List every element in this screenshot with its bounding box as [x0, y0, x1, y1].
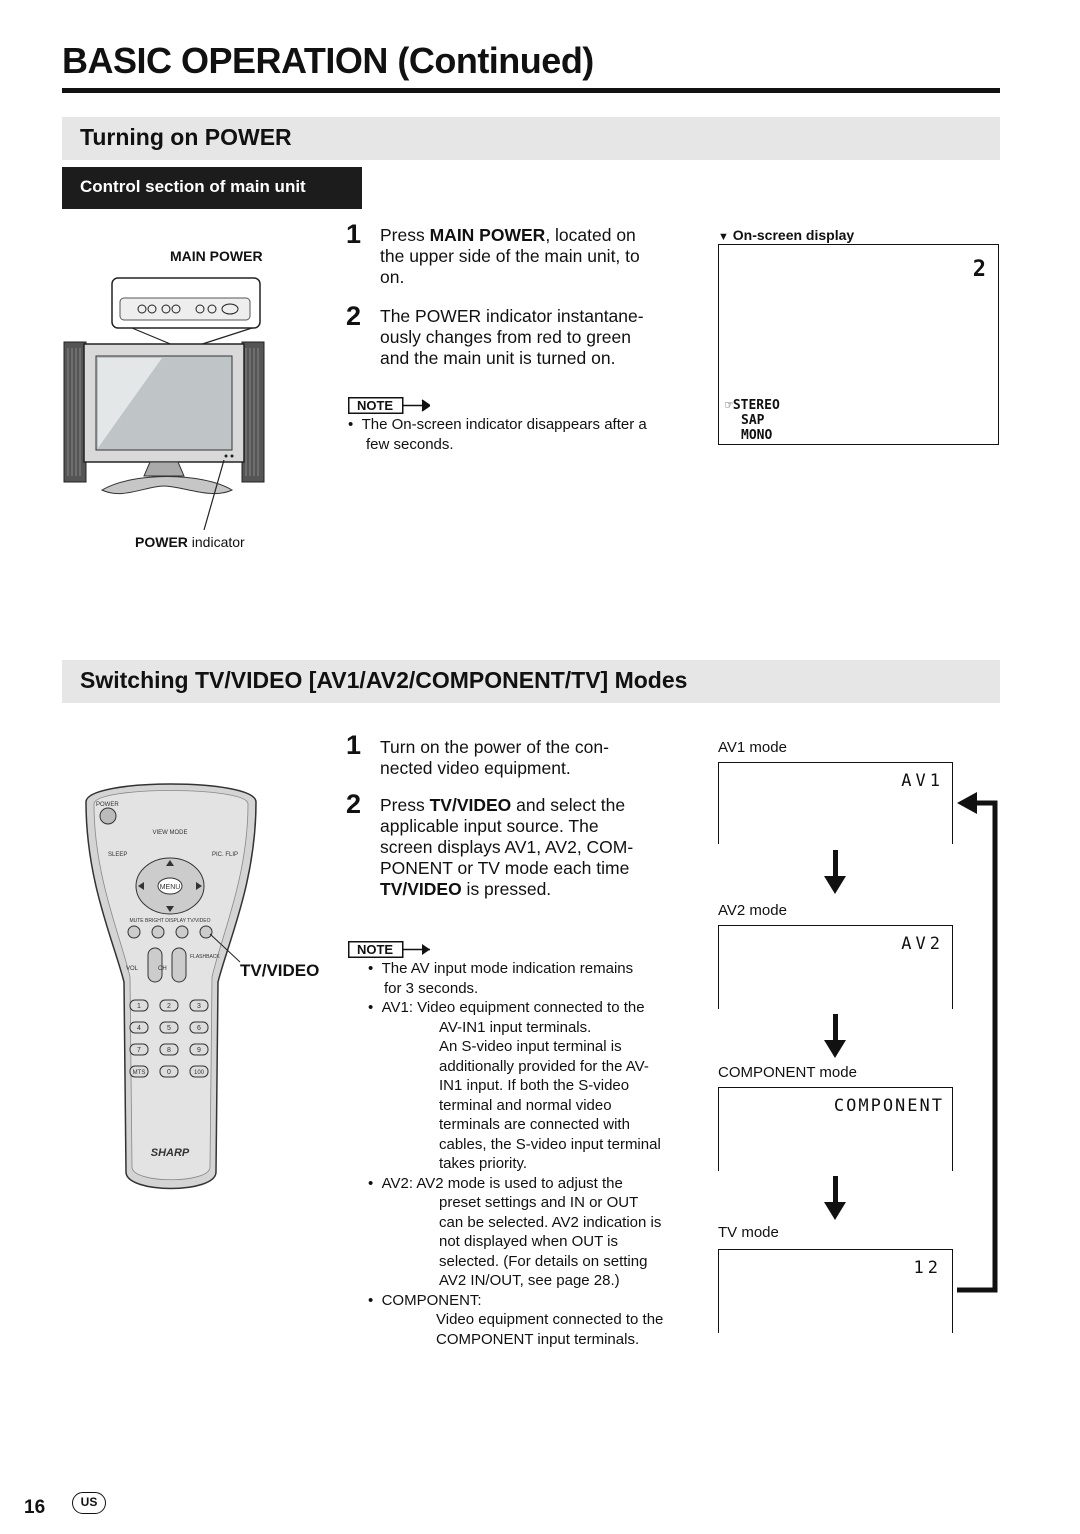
step-number: 2 — [346, 789, 362, 819]
note-badge — [348, 397, 430, 414]
mode-display-text: 12 — [913, 1258, 942, 1278]
svg-text:MTS: MTS — [132, 1070, 146, 1076]
note-badge — [348, 941, 430, 958]
svg-text:CH: CH — [158, 966, 167, 972]
mode-label-av1: AV1 mode — [718, 739, 787, 756]
note-text-modes: • The AV input mode indication remains for 3 seconds. • AV1: Video equipment connected to the AV-IN1 input terminals. An S-video input terminal is additionally provided for the AV- IN1 input. If both the S-video terminal and normal video terminals are connected with cables, the S-video input terminal takes priority. • AV2: AV2 mode is used to adjust the preset settings and IN or OUT can be selected. AV2 indication is not displayed when OUT is selected. (For details on setting AV2 IN/OUT, see page 28.) • COMPONENT: Video equipment connected to the COMPONENT input terminals. — [368, 960, 664, 1348]
loop-back-arrow-icon — [955, 784, 1000, 1296]
step-1-text: Press MAIN POWER, located on the upper side of the main unit, to on. — [380, 225, 640, 287]
section-heading-power — [62, 117, 1000, 160]
mode-display-text: AV1 — [901, 771, 944, 791]
mode-label-tv: TV mode — [718, 1224, 779, 1241]
step-number: 1 — [346, 219, 362, 249]
osd-caption: ▼ On-screen display — [718, 227, 855, 243]
svg-text:VOL: VOL — [126, 966, 139, 972]
osd-audio-list: ☞STEREO SAP MONO — [725, 398, 780, 443]
step-1-text: Turn on the power of the con- nected video equipment. — [380, 737, 609, 778]
step-2-text: Press TV/VIDEO and select the applicable input source. The screen displays AV1, AV2, COM- PONENT or TV mode each time TV/VIDEO is pressed. — [380, 795, 634, 899]
step-number: 1 — [346, 730, 362, 760]
note-label: NOTE — [356, 942, 394, 957]
svg-text:1: 1 — [137, 1003, 141, 1010]
remote-illustration — [78, 772, 264, 1202]
title-rule — [62, 88, 1000, 93]
svg-text:7: 7 — [137, 1047, 141, 1054]
tv-video-callout: TV/VIDEO — [240, 961, 320, 980]
svg-text:5: 5 — [167, 1025, 171, 1032]
control-section-tab — [62, 167, 362, 209]
page-number: 16 — [24, 1497, 46, 1518]
page-title: BASIC OPERATION (Continued) — [62, 40, 594, 81]
svg-text:SLEEP: SLEEP — [108, 852, 128, 858]
main-power-label: MAIN POWER — [170, 248, 263, 264]
note-label: NOTE — [356, 398, 394, 413]
svg-text:PIC. FLIP: PIC. FLIP — [212, 852, 239, 858]
svg-text:0: 0 — [167, 1069, 171, 1076]
mode-display-av1 — [718, 762, 953, 844]
svg-text:3: 3 — [197, 1003, 201, 1010]
svg-text:FLASHBACK: FLASHBACK — [190, 954, 220, 960]
section-heading-modes — [62, 660, 1000, 703]
svg-text:100: 100 — [193, 1070, 205, 1076]
section-heading-text: Turning on POWER — [80, 124, 292, 150]
arrow-down-icon — [820, 1014, 850, 1060]
step-2-text: The POWER indicator instantane- ously changes from red to green and the main unit is turned on. — [380, 306, 644, 368]
mode-display-av2 — [718, 925, 953, 1009]
region-badge: US — [72, 1492, 106, 1514]
svg-text:2: 2 — [167, 1003, 171, 1010]
svg-text:MUTE BRIGHT DISPLAY TV/VIDE: MUTE BRIGHT DISPLAY TV/VIDEO — [129, 918, 211, 924]
mode-display-text: COMPONENT — [833, 1096, 944, 1116]
mode-label-av2: AV2 mode — [718, 902, 787, 919]
hand-pointer-icon: ☞ — [725, 398, 733, 413]
svg-text:4: 4 — [137, 1025, 141, 1032]
step-number: 2 — [346, 301, 362, 331]
osd-screen — [718, 244, 999, 445]
mode-label-component: COMPONENT mode — [718, 1064, 857, 1081]
mode-display-component — [718, 1087, 953, 1171]
mode-display-text: AV2 — [901, 934, 944, 954]
control-section-label: Control section of main unit — [80, 177, 306, 196]
svg-text:MENU: MENU — [159, 884, 181, 891]
power-indicator-label: POWER indicator — [135, 534, 245, 550]
svg-text:POWER: POWER — [96, 802, 119, 808]
svg-text:9: 9 — [197, 1047, 201, 1054]
svg-text:SHARP: SHARP — [150, 1147, 190, 1159]
section-heading-text: Switching TV/VIDEO [AV1/AV2/COMPONENT/TV] Modes — [80, 667, 688, 693]
note-text-power: • The On-screen indicator disappears after a few seconds. — [348, 416, 647, 453]
svg-text:6: 6 — [197, 1025, 201, 1032]
arrow-down-icon — [820, 850, 850, 896]
mode-display-tv — [718, 1249, 953, 1333]
svg-text:VIEW MODE: VIEW MODE — [152, 830, 188, 836]
tv-illustration — [62, 264, 282, 534]
svg-text:8: 8 — [167, 1047, 171, 1054]
osd-channel: 2 — [972, 257, 986, 282]
arrow-down-icon — [820, 1176, 850, 1222]
